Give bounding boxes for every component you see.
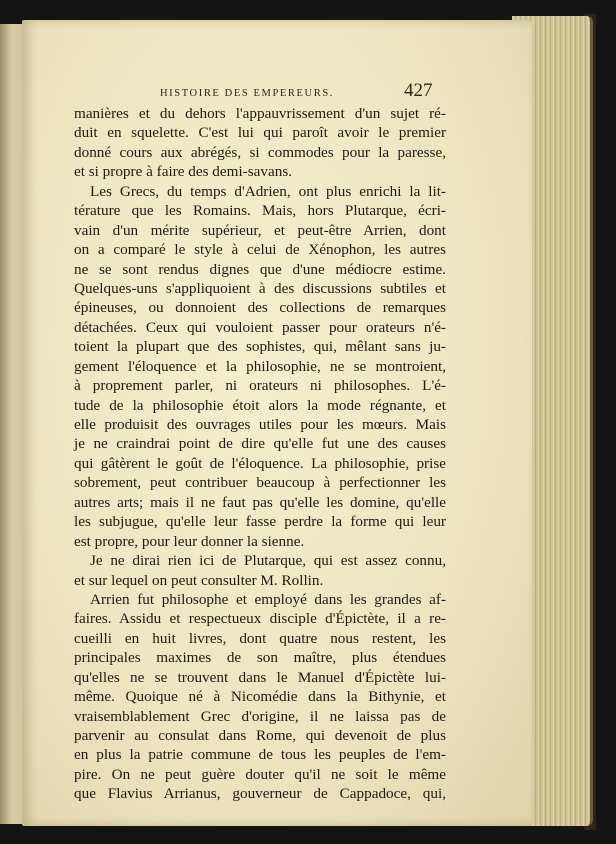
text-line: manières et du dehors l'appauvrissement d'un sujet ré- <box>74 105 446 122</box>
text-line: détachées. Ceux qui vouloient passer pour orateurs n'é- <box>74 318 446 336</box>
text-line: épineuses, ou donnoient des collections de remarques <box>74 299 446 317</box>
text-line: toient la plupart que des sophistes, qui, mêlant sans ju- <box>74 338 446 356</box>
text-line: vain d'un mérite supérieur, et peut-être Arrien, dont <box>74 221 446 239</box>
text-line: Quelques-uns s'appliquoient à des discussions subtiles et <box>74 279 446 297</box>
text-line: tude de la philosophie étoit alors la mode régnante, et <box>74 396 446 414</box>
running-title: HISTOIRE DES EMPEREURS. <box>160 88 334 99</box>
text-line: Je ne dirai rien ici de Plutarque, qui est assez connu, <box>90 552 446 570</box>
text-line: même. Quoique né à Nicomédie dans la Bithynie, et <box>74 688 446 706</box>
text-line: sobrement, peut contribuer beaucoup à perfectionner les <box>74 474 446 492</box>
text-line: est propre, pour leur donner la sienne. <box>74 532 305 550</box>
text-line: principales maximes de son maître, plus étendues <box>74 649 446 667</box>
text-line: qu'elles ne se trouvent dans le Manuel d'Épictète lui- <box>74 668 446 686</box>
text-line: que Flavius Arrianus, gouverneur de Cappadoce, qui, <box>74 785 446 803</box>
text-line: et si propre à faire des demi-savans. <box>74 163 293 181</box>
text-line: on a comparé le style à celui de Xénophon, les autres <box>74 241 446 259</box>
text-line: duit en squelette. C'est lui qui paroît avoir le premier <box>74 124 446 142</box>
book-page <box>22 20 532 826</box>
text-line: autres arts; mais il ne faut pas qu'elle les domine, qu'elle <box>74 493 446 511</box>
text-line: parvenir au consulat dans Rome, qui devenoit de plus <box>74 727 446 744</box>
text-line: à proprement parler, ni orateurs ni philosophes. L'é- <box>74 377 446 395</box>
text-line: térature que les Romains. Mais, hors Plutarque, écri- <box>74 202 446 220</box>
text-line: et sur lequel on peut consulter M. Rollin. <box>74 571 324 589</box>
text-line: qui gâtèrent le goût de l'éloquence. La philosophie, prise <box>74 454 446 472</box>
text-line: je ne craindrai point de dire qu'elle fut une des causes <box>74 435 446 453</box>
text-line: ne se sont rendus dignes que d'une médiocre estime. <box>74 260 446 278</box>
body-text <box>74 104 446 804</box>
text-line: vraisemblablement Grec d'origine, il ne laissa pas de <box>74 707 446 725</box>
text-line: faires. Assidu et respectueux disciple d'Épictète, il a re- <box>74 610 446 628</box>
text-line: donné cours aux abrégés, si commodes pour la paresse, <box>74 143 446 161</box>
text-line: en plus la patrie commune de tous les peuples de l'em- <box>74 746 446 764</box>
text-line: Les Grecs, du temps d'Adrien, ont plus enrichi la lit- <box>90 182 446 200</box>
text-line: pire. On ne peut guère douter qu'il ne soit le même <box>74 765 446 783</box>
text-line: gement l'éloquence et la philosophie, ne se montroient, <box>74 357 446 375</box>
text-line: Arrien fut philosophe et employé dans les grandes af- <box>90 590 446 608</box>
text-line: cueilli en huit livres, dont quatre nous restent, les <box>74 629 446 647</box>
text-line: elle produisit des ouvrages utiles pour les mœurs. Mais <box>74 416 446 433</box>
page-number: 427 <box>404 80 433 101</box>
text-line: les subjugue, qu'elle leur fasse perdre la forme qui leur <box>74 513 446 531</box>
